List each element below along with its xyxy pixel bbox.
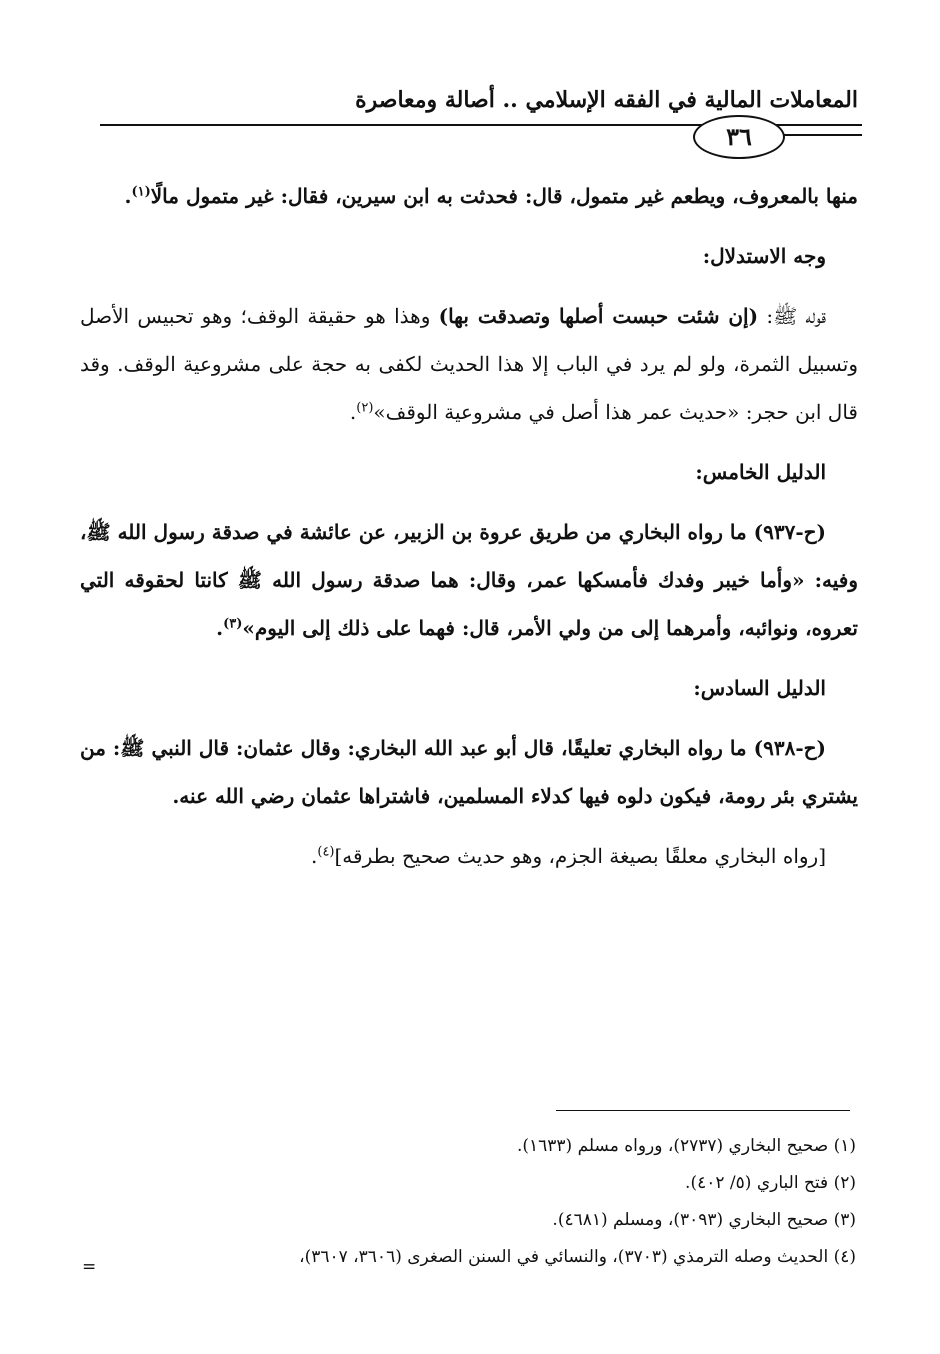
footnote-continuation-mark: = <box>82 1257 97 1277</box>
paragraph-end: . <box>124 184 132 208</box>
paragraph-text: وهذا هو حقيقة الوقف؛ وهو تحبيس الأصل وتسبيل الثمرة، ولو لم يرد في الباب إلا هذا الحديث لكفى به حجة على مشروعية الوقف. وقد قال ابن حجر: «حديث عمر هذا أصل في مشروعية الوقف» <box>80 304 858 424</box>
footnote-reference: (٣) <box>223 616 243 632</box>
paragraph-text: منها بالمعروف، ويطعم غير متمول، قال: فحدثت به ابن سيرين، فقال: غير متمول مالًا <box>150 184 858 208</box>
running-header-title: المعاملات المالية في الفقه الإسلامي .. أصالة ومعاصرة <box>355 87 858 113</box>
paragraph-evidence-point <box>80 292 858 436</box>
paragraph-hadith-continuation <box>80 172 858 220</box>
page-number: ٣٦ <box>693 115 785 159</box>
page-number-tail-rule <box>781 134 862 136</box>
paragraph-grading <box>80 832 858 880</box>
footnote-reference: (٢) <box>356 400 374 416</box>
footnote-reference: (١) <box>131 184 151 200</box>
paragraph-hadith-937 <box>80 508 858 652</box>
paragraph-end: . <box>311 844 318 868</box>
footnote-reference: (٤) <box>317 844 335 860</box>
paragraph-text: [رواه البخاري معلقًا بصيغة الجزم، وهو حديث صحيح بطرقه] <box>334 844 826 868</box>
section-heading-fifth-evidence: الدليل الخامس: <box>695 460 826 484</box>
footnote-separator <box>556 1110 850 1111</box>
footnote-3: (٣) صحيح البخاري (٣٠٩٣)، ومسلم (٤٦٨١). <box>552 1210 856 1230</box>
paragraph-hadith-938: (ح-٩٣٨) ما رواه البخاري تعليقًا، قال أبو عبد الله البخاري: وقال عثمان: قال النبي ﷺ: من يشتري بئر رومة، فيكون دلوه فيها كدلاء المسلمين، فاشتراها عثمان رضي الله عنه. <box>80 736 858 808</box>
section-heading-sixth-evidence: الدليل السادس: <box>693 676 826 700</box>
hadith-quote: (إن شئت حبست أصلها وتصدقت بها) <box>438 304 759 328</box>
footnote-1: (١) صحيح البخاري (٢٧٣٧)، ورواه مسلم (١٦٣٣). <box>516 1136 856 1156</box>
footnote-2: (٢) فتح الباري (٥/ ٤٠٢). <box>685 1173 856 1193</box>
paragraph-text: (ح-٩٣٧) ما رواه البخاري من طريق عروة بن الزبير، عن عائشة في صدقة رسول الله ﷺ، وفيه: «وأما خيبر وفدك فأمسكها عمر، وقال: هما صدقة رسول الله ﷺ كانتا لحقوقه التي تعروه، ونوائبه، وأمرهما إلى من ولي الأمر، قال: فهما على ذلك إلى اليوم» <box>80 520 858 640</box>
section-heading-evidence-point: وجه الاستدلال: <box>702 244 826 268</box>
paragraph-end: . <box>216 616 224 640</box>
footnotes <box>76 1128 856 1276</box>
footnote-4: (٤) الحديث وصله الترمذي (٣٧٠٣)، والنسائي في السنن الصغرى (٣٦٠٦، ٣٦٠٧)، <box>299 1247 856 1267</box>
paragraph-end: . <box>349 400 357 424</box>
main-text <box>80 172 858 892</box>
paragraph-text: قوله ﷺ: <box>758 304 826 328</box>
